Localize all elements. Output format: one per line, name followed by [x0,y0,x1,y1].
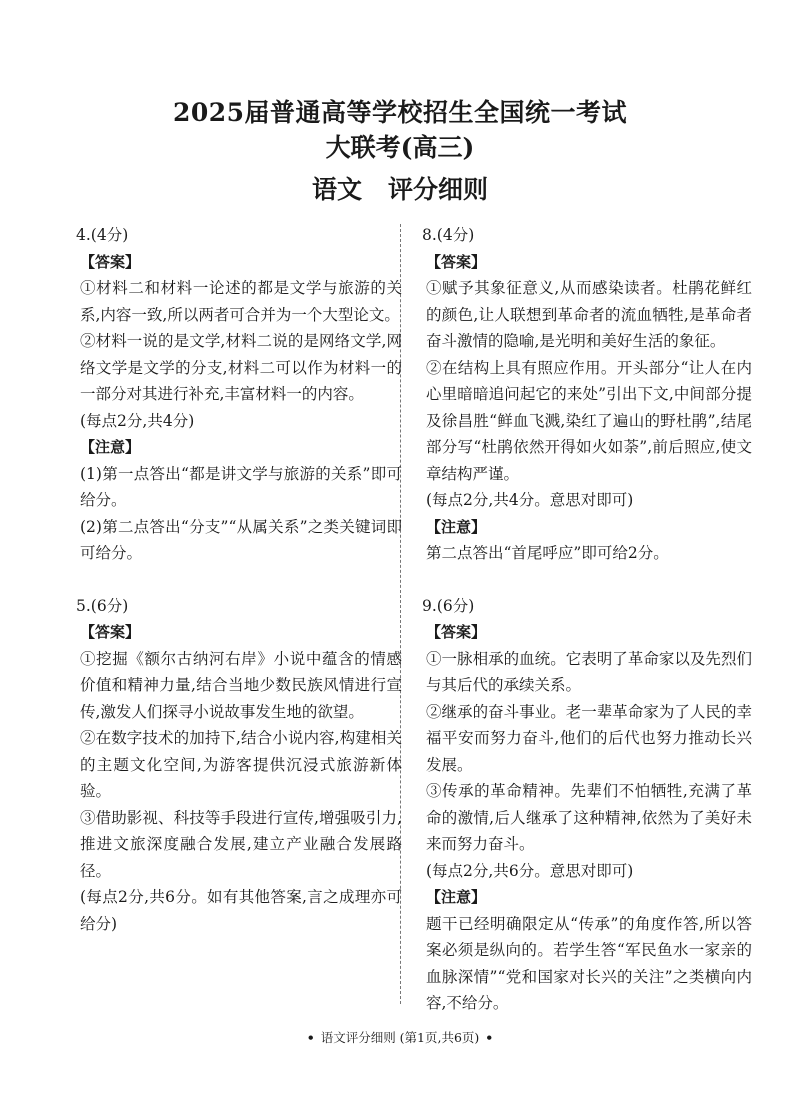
answer-point: ①赋予其象征意义,从而感染读者。杜鹃花鲜红的颜色,让人联想到革命者的流血牺牲,是革命者奋斗激情的隐喻,是光明和美好生活的象征。 [426,279,752,350]
answer-point: ①材料二和材料一论述的都是文学与旅游的关系,内容一致,所以两者可合并为一个大型论文。 [80,279,402,324]
question-4 [76,222,402,567]
answer-tag: 【答案】 [80,252,141,271]
question-number: 8.(4分) [422,226,475,244]
question-number: 4.(4分) [76,226,129,244]
question-8 [422,222,752,567]
answer-point: ①挖掘《额尔古纳河右岸》小说中蕴含的情感价值和精神力量,结合当地少数民族风情进行宣传,激发人们探寻小说故事发生地的欲望。 [80,649,402,721]
answer-tag: 【答案】 [80,623,141,641]
score-note: (每点2分,共4分。意思对即可) [426,491,634,509]
footer-bullet-right: • [485,1030,494,1045]
footer-text: 语文评分细则 (第1页,共6页) [320,1030,480,1045]
question-number: 9.(6分) [422,596,475,615]
answer-point: ②继承的奋斗事业。老一辈革命家为了人民的幸福平安而努力奋斗,他们的后代也努力推动长兴发展。 [426,702,752,774]
exam-subtitle: 大联考(高三) [325,133,475,162]
question-5 [76,593,402,938]
note-tag: 【注意】 [80,438,141,456]
answer-tag: 【答案】 [426,623,487,641]
note-point: 第二点答出“首尾呼应”即可给2分。 [426,544,669,562]
answer-point: ③借助影视、科技等手段进行宣传,增强吸引力,推进文旅深度融合发展,建立产业融合发展路径。 [80,808,402,880]
note-point: 题干已经明确限定从“传承”的角度作答,所以答案必须是纵向的。若学生答“军民鱼水一家亲的血脉深情”“党和国家对长兴的关注”之类横向内容,不给分。 [426,914,752,1012]
note-tag: 【注意】 [426,888,487,906]
page-header [0,96,800,207]
score-note: (每点2分,共6分。意思对即可) [426,861,634,880]
document-title [0,173,800,207]
note-point: (2)第二点答出“分支”“从属关系”之类关键词即可给分。 [80,517,402,562]
left-column [76,222,402,963]
doc-type-label: 评分细则 [388,175,489,204]
question-9 [422,593,752,1017]
note-point: (1)第一点答出“都是讲文学与旅游的关系”即可给分。 [80,464,402,509]
page-footer [0,1028,800,1046]
answer-point: ②在数字技术的加持下,结合小说内容,构建相关的主题文化空间,为游客提供沉浸式旅游新体验。 [80,729,402,800]
answer-point: ③传承的革命精神。先辈们不怕牺牲,充满了革命的激情,后人继承了这种精神,依然为了美好未来而努力奋斗。 [426,782,752,853]
answer-point: ②在结构上具有照应作用。开头部分“让人在内心里暗暗追问起它的来处”引出下文,中间部分提及徐昌胜“鲜血飞溅,染红了遍山的野杜鹃”,结尾部分写“杜鹃依然开得如火如荼”,前后照应,使文章结构严谨。 [426,358,752,483]
answer-tag: 【答案】 [426,252,487,271]
answer-point: ①一脉相承的血统。它表明了革命家以及先烈们与其后代的承续关系。 [426,649,752,694]
answer-point: ②材料一说的是文学,材料二说的是网络文学,网络文学是文学的分支,材料二可以作为材料一的一部分对其进行补充,丰富材料一的内容。 [80,332,402,403]
footer-bullet-left: • [306,1030,315,1045]
question-number: 5.(6分) [76,596,129,615]
right-column [422,222,752,1043]
note-tag: 【注意】 [426,517,487,536]
score-note: (每点2分,共4分) [80,411,195,430]
exam-title: 2025届普通高等学校招生全国统一考试 [172,98,628,127]
score-note: (每点2分,共6分。如有其他答案,言之成理亦可给分) [80,888,402,933]
subject-label: 语文 [311,175,362,204]
